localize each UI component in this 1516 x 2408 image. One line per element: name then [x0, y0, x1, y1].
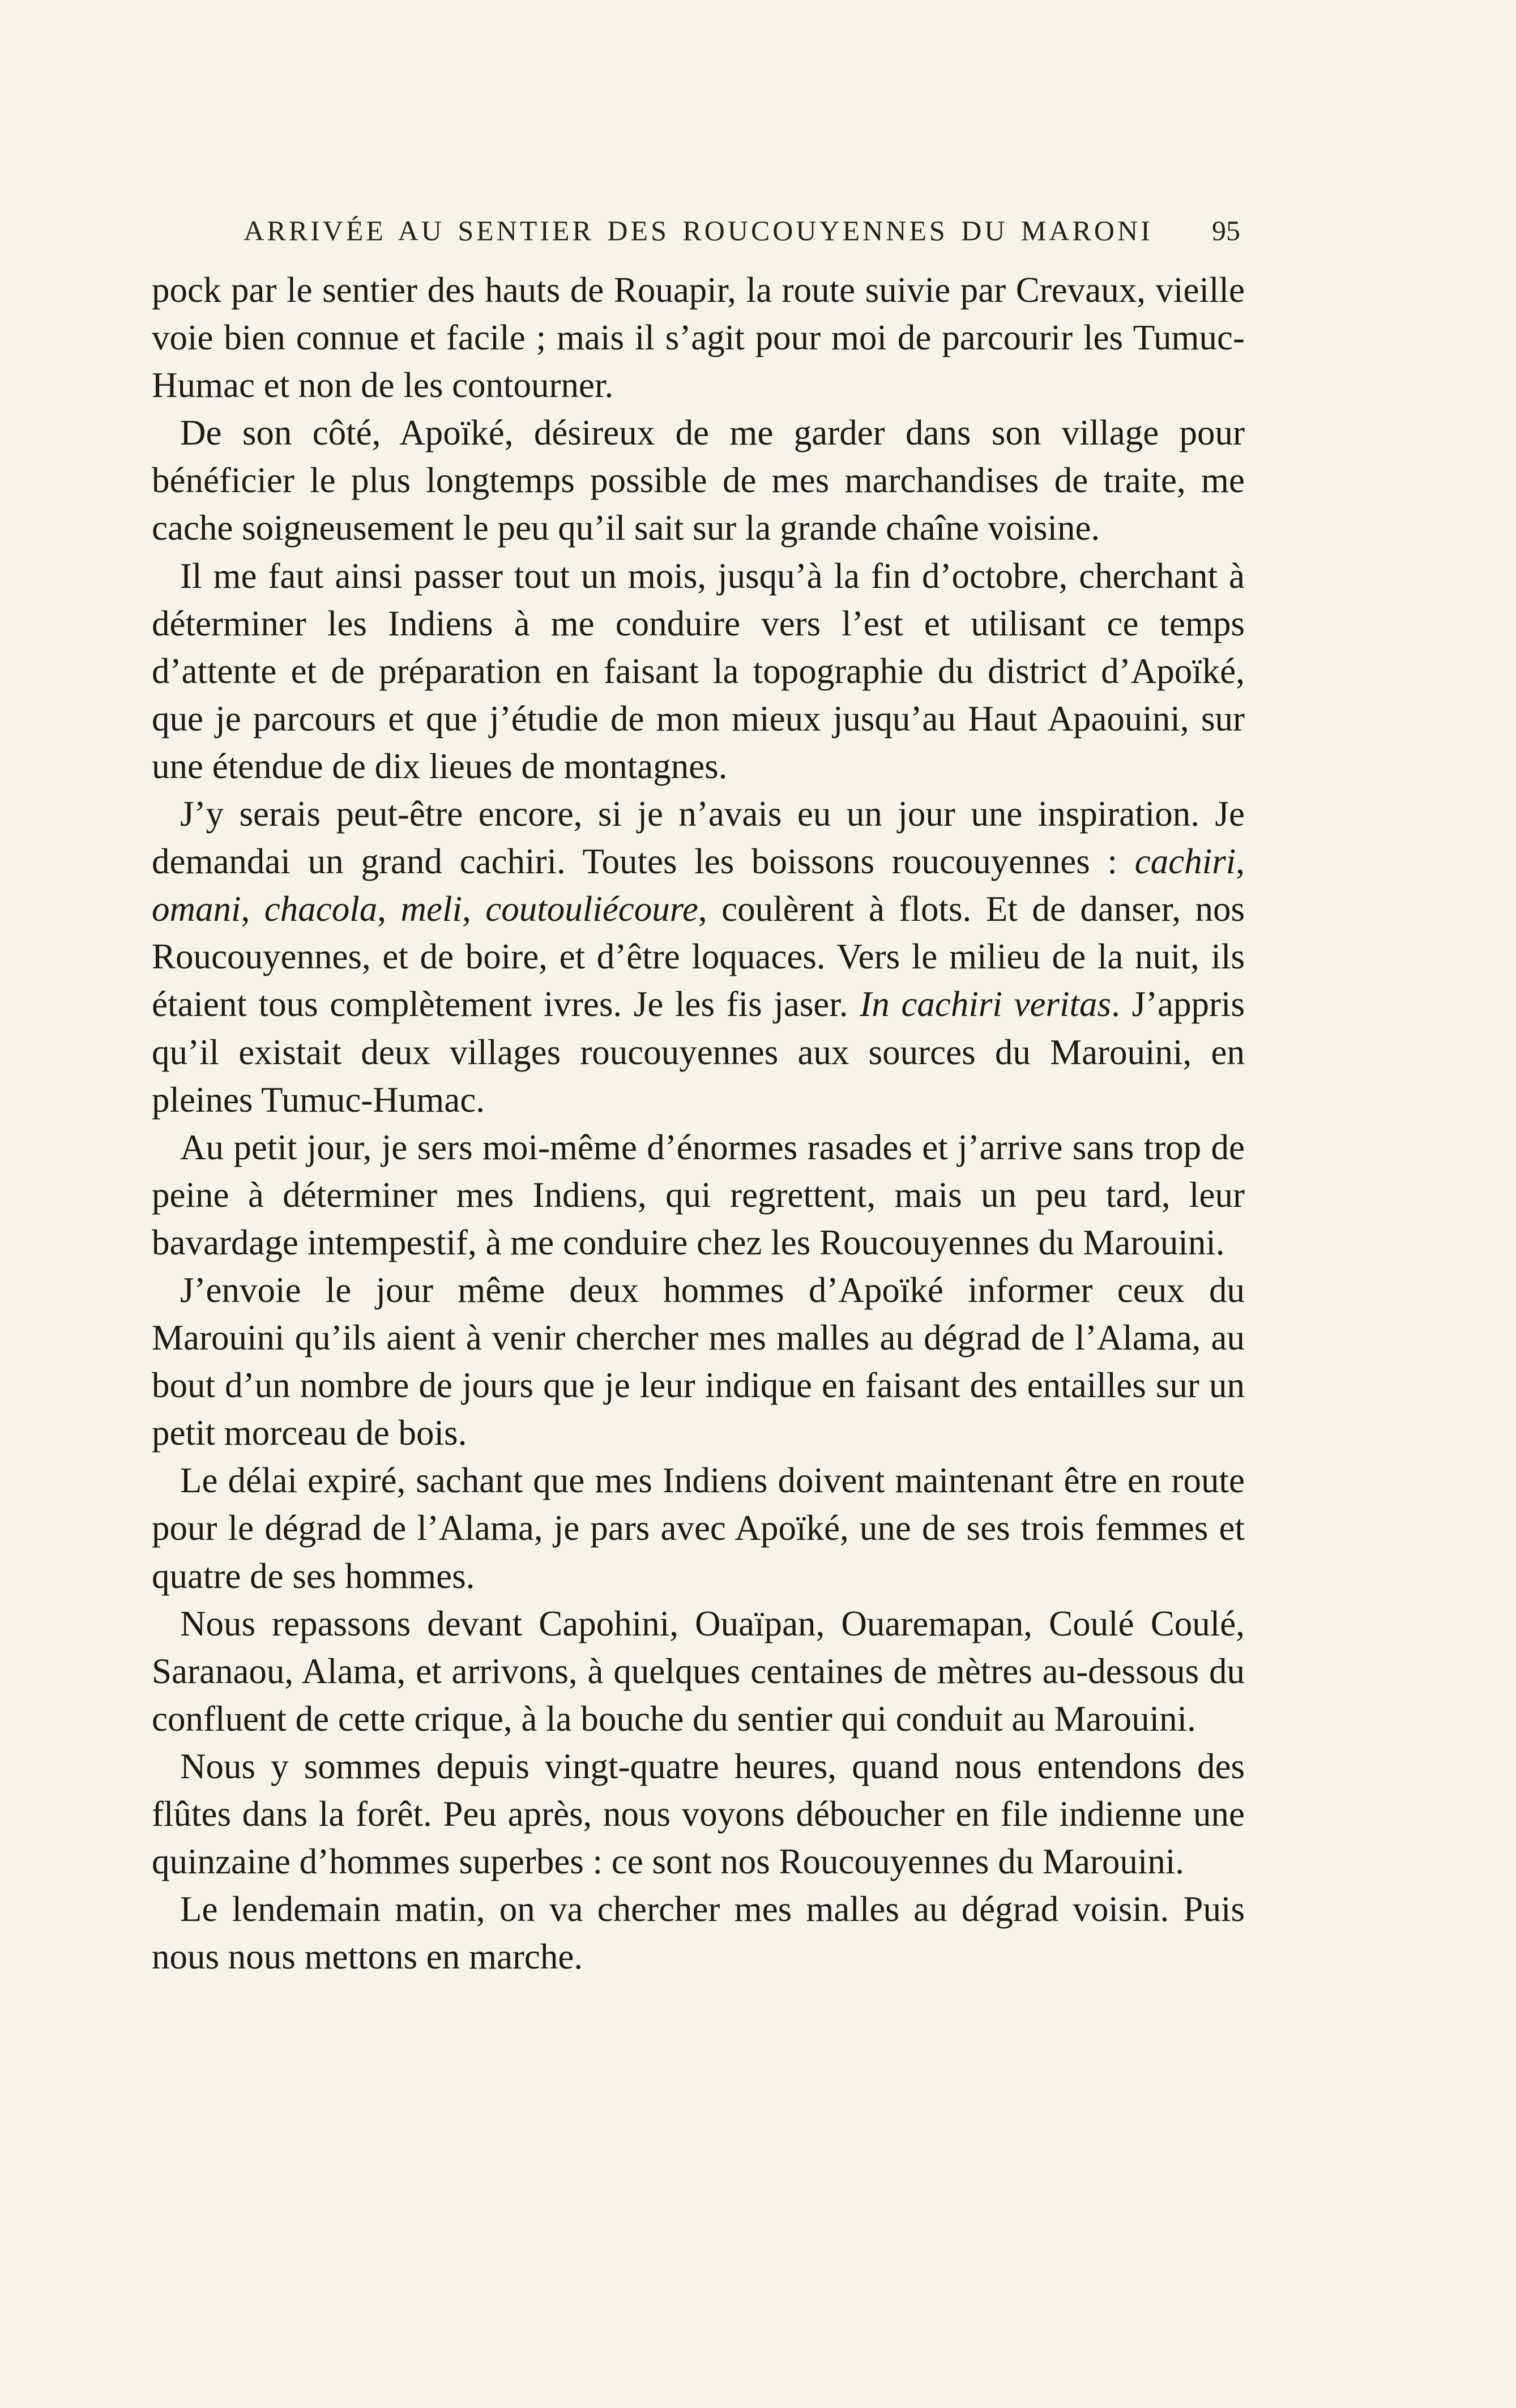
text-run: Nous repassons devant Capohini, Ouaïpan, Ouaremapan, Coulé Coulé, Saranaou, Alama, et arrivons, à quelques centaines de mètres au-dessous du confluent de cette crique, à la bouche du sentier qui conduit au Marouini. — [152, 1603, 1245, 1739]
text-run: . J’appris qu’il existait deux villages roucouyennes aux sources du Marouini, en pleines Tumuc-Humac. — [152, 984, 1245, 1120]
paragraph — [152, 266, 1245, 409]
page-number: 95 — [1212, 215, 1240, 246]
text-run: , — [377, 889, 401, 929]
text-run: Nous y sommes depuis vingt-quatre heures, quand nous entendons des flûtes dans la forêt. Peu après, nous voyons déboucher en file indienne une quinzaine d’hommes superbes : ce sont nos Roucouyennes du Marouini. — [152, 1746, 1245, 1882]
text-run: pock par le sentier des hauts de Rouapir, la route suivie par Crevaux, vieille voie bien connue et facile ; mais il s’agit pour moi de parcourir les Tumuc-Humac et non de les contourner. — [152, 270, 1245, 405]
italic-term: In cachiri veritas — [860, 984, 1112, 1024]
italic-term: chacola — [264, 889, 378, 929]
paragraph — [152, 1743, 1245, 1885]
paragraph — [152, 552, 1245, 790]
paragraph — [152, 1885, 1245, 1980]
text-run: , — [1236, 842, 1245, 882]
paragraph — [152, 1266, 1245, 1457]
text-run: J’envoie le jour même deux hommes d’Apoïké informer ceux du Marouini qu’ils aient à venir chercher mes malles au dégrad de l’Alama, au bout d’un nombre de jours que je leur indique en faisant des entailles sur un petit morceau de bois. — [152, 1270, 1245, 1453]
text-run: Le délai expiré, sachant que mes Indiens doivent maintenant être en route pour le dégrad de l’Alama, je pars avec Apoïké, une de ses trois femmes et quatre de ses hommes. — [152, 1461, 1245, 1596]
italic-term: omani — [152, 889, 241, 929]
paragraph — [152, 1600, 1245, 1743]
text-run: Il me faut ainsi passer tout un mois, jusqu’à la fin d’octobre, cherchant à déterminer les Indiens à me conduire vers l’est et utilisant ce temps d’attente et de préparation en faisant la topographie du district d’Apoïké, que je parcours et que j’étudie de mon mieux jusqu’au Haut Apaouini, sur une étendue de dix lieues de montagnes. — [152, 556, 1245, 786]
text-run: , — [462, 889, 486, 929]
italic-term: cachiri — [1134, 842, 1236, 882]
running-title: ARRIVÉE AU SENTIER DES ROUCOUYENNES DU MARONI — [244, 215, 1153, 246]
text-run: Au petit jour, je sers moi-même d’énormes rasades et j’arrive sans trop de peine à déterminer mes Indiens, qui regrettent, mais un peu tard, leur bavardage intempestif, à me conduire chez les Roucouyennes du Marouini. — [152, 1127, 1245, 1262]
paragraph — [152, 1124, 1245, 1266]
text-run: , — [241, 889, 264, 929]
text-run: , coulèrent à flots. Et de danser, nos Roucouyennes, et de boire, et d’être loquaces. Vers le milieu de la nuit, ils étaient tous complètement ivres. Je les fis jaser. — [152, 889, 1245, 1024]
text-run: Le lendemain matin, on va chercher mes malles au dégrad voisin. Puis nous nous mettons en marche. — [152, 1889, 1245, 1977]
paragraph — [152, 790, 1245, 1124]
italic-term: meli — [400, 889, 462, 929]
body-text — [152, 266, 1245, 1980]
italic-term: coutouliécoure — [485, 889, 698, 929]
text-run: De son côté, Apoïké, désireux de me garder dans son village pour bénéficier le plus longtemps possible de mes marchandises de traite, me cache soigneusement le peu qu’il sait sur la grande chaîne voisine. — [152, 413, 1245, 548]
text-run: J’y serais peut-être encore, si je n’avais eu un jour une inspiration. Je demandai un grand cachiri. Toutes les boissons roucouyennes : — [152, 794, 1245, 882]
paragraph — [152, 1457, 1245, 1599]
paragraph — [152, 409, 1245, 552]
